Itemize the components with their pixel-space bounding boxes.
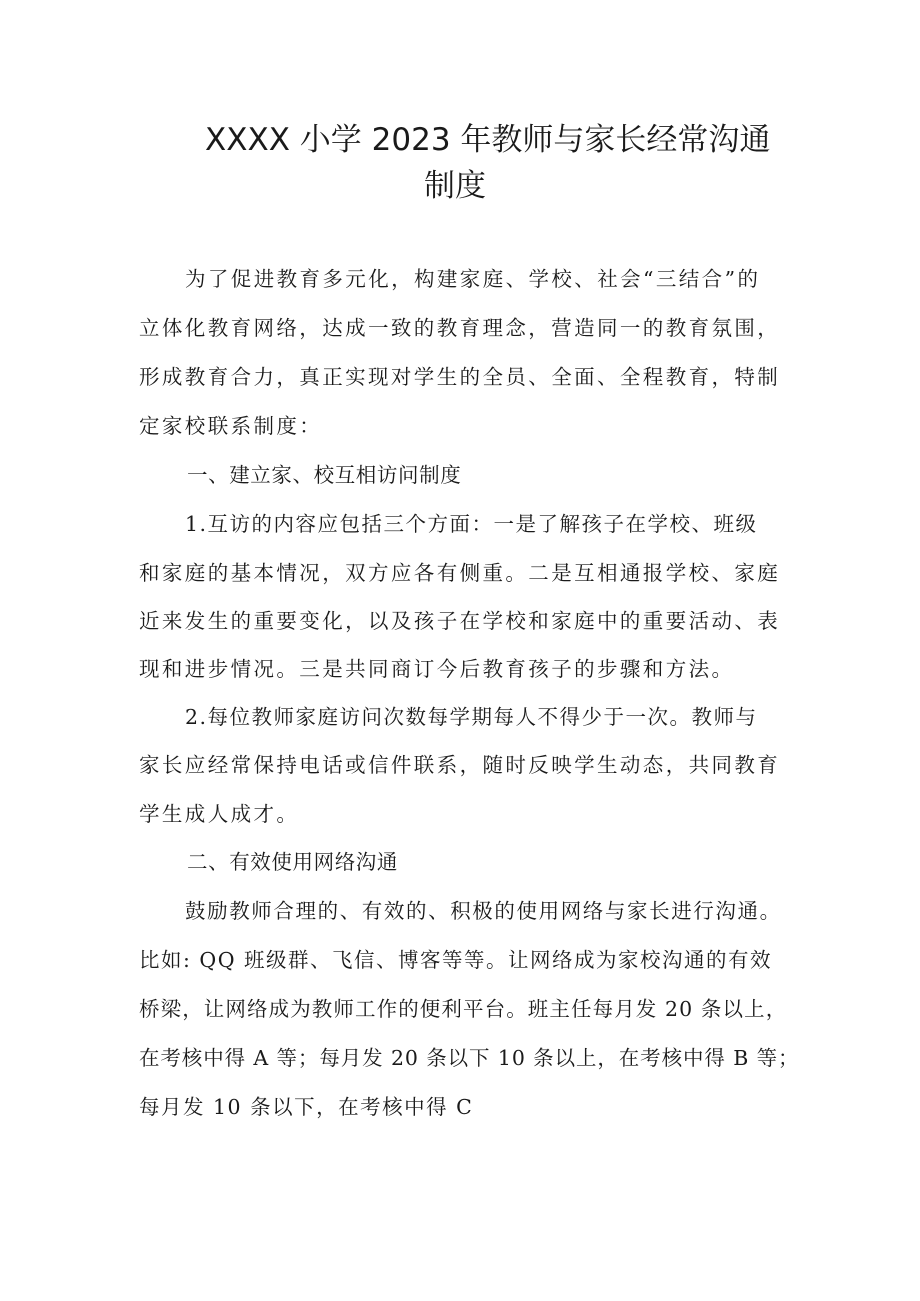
intro-line-2: 立体化教育网络，达成一致的教育理念，营造同一的教育氛围， [139,316,781,340]
intro-line-4: 定家校联系制度： [139,414,323,438]
section-2-line-3: 桥梁，让网络成为教师工作的便利平台。班主任每月发 20 条以上， [139,997,788,1021]
section-1-item-1-line-2: 和家庭的基本情况，双方应各有侧重。二是互相通报学校、家庭 [139,561,781,585]
section-1-item-2-line-3: 学生成人成才。 [139,802,300,826]
section-1-item-1-line-4: 现和进步情况。三是共同商订今后教育孩子的步骤和方法。 [139,657,735,681]
section-1-item-2-line-2: 家长应经常保持电话或信件联系，随时反映学生动态，共同教育 [139,753,781,777]
document-title-line-1: XXXX 小学 2023 年教师与家长经常沟通 [205,122,771,158]
document-title-line-2: 制度 [424,168,486,204]
section-2-line-2: 比如: QQ 班级群、飞信、博客等等。让网络成为家校沟通的有效 [139,948,773,972]
section-2-line-4: 在考核中得 A 等；每月发 20 条以下 10 条以上，在考核中得 B 等； [139,1046,800,1070]
intro-line-1: 为了促进教育多元化，构建家庭、学校、社会“三结合”的 [185,267,761,291]
section-2-heading: 二、有效使用网络沟通 [187,850,398,874]
section-2-line-1: 鼓励教师合理的、有效的、积极的使用网络与家长进行沟通。 [185,899,782,923]
section-1-heading: 一、建立家、校互相访问制度 [187,463,462,487]
section-1-item-1-line-3: 近来发生的重要变化，以及孩子在学校和家庭中的重要活动、表 [139,609,781,633]
section-1-item-2-line-1: 2.每位教师家庭访问次数每学期每人不得少于一次。教师与 [185,705,758,729]
section-1-item-1-line-1: 1.互访的内容应包括三个方面：一是了解孩子在学校、班级 [185,512,758,536]
section-2-line-5: 每月发 10 条以下，在考核中得 C [139,1095,474,1119]
intro-line-3: 形成教育合力，真正实现对学生的全员、全面、全程教育，特制 [139,365,781,389]
